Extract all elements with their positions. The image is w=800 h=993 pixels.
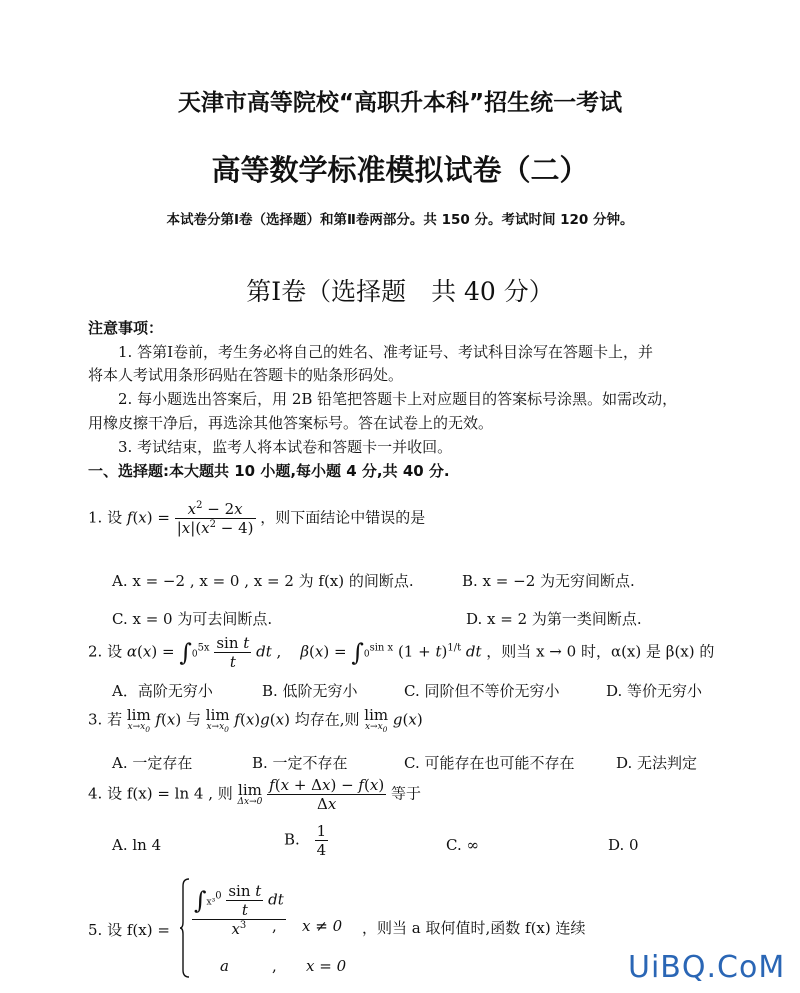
q4-option-c: C. ∞ (446, 836, 479, 854)
q5-prefix: 5. 设 f(x) = (88, 921, 170, 939)
q2-option-b: B. 低阶无穷小 (262, 682, 358, 700)
notice-2a: 2. 每小题选出答案后，用 2B 铅笔把答题卡上对应题目的答案标号涂黑。如需改动， (118, 390, 678, 408)
q4-fraction: $\frac{f(x + \Delta x) - f(x)}{\Delta x}$ (269, 776, 385, 813)
question-3: 3. 若 lim $x\to x_0$ f(x) 与 lim $x\to x_0$ f(x)g(x) 均存在,则 lim $x\to x_0$ g(x) (88, 706, 423, 734)
notice-1a: 1. 答第Ⅰ卷前，考生务必将自己的姓名、准考证号、考试科目涂写在答题卡上，并 (118, 343, 654, 361)
q1-prefix: 1. 设 (88, 508, 123, 527)
q2-fraction: $\frac{\text{sin t}}{t}$ (216, 634, 250, 671)
question-2: 2. 设 $\alpha(x) = \int 0^{5x}$ $\frac{\text{sin t}}{t}$ dt , $\beta(x) = \int 0^{sin x}$ $(1 + t)^{1/t}$ dt ，则当 x → 0 时，α(x) 是 β(x) 的 (88, 634, 715, 671)
part1-heading: 第Ⅰ卷（选择题 共 40 分） (246, 277, 554, 306)
q4-suffix: 等于 (390, 784, 421, 803)
notice-title: 注意事项： (88, 319, 164, 337)
q1-suffix: ，则下面结论中错误的是 (260, 508, 426, 527)
q5-case-2-val: a (220, 957, 229, 975)
q4-option-b-num: 1 (316, 822, 327, 840)
paper-note: 本试卷分第Ⅰ卷（选择题）和第Ⅱ卷两部分。共 150 分。考试时间 120 分钟。 (166, 212, 634, 228)
question-1: 1. 设 f(x) = $\frac{x^2 - 2x}{|x|(x^2 - 4)}$ ，则下面结论中错误的是 (88, 500, 426, 537)
q5-case-1-fraction: ∫x³$^0$ $\frac{\text{sin t}}{t}$ dt $x^3$ (194, 882, 284, 938)
exam-title: 天津市高等院校“高职升本科”招生统一考试 (177, 90, 623, 116)
q2-suffix: ，则当 x → 0 时，α(x) 是 β(x) 的 (486, 642, 715, 661)
notice-1b: 将本人考试用条形码贴在答题卡的贴条形码处。 (88, 366, 404, 384)
q4-option-d: D. 0 (608, 836, 639, 854)
q3-option-d: D. 无法判定 (616, 754, 698, 772)
q4-option-b-fraction (315, 822, 329, 859)
q3-mid1: 与 (186, 710, 202, 729)
q3-option-a: A. 一定存在 (112, 754, 193, 772)
notice-2b: 用橡皮擦干净后，再选涂其他答案标号。答在试卷上的无效。 (88, 414, 494, 432)
q5-comma-2: , (272, 957, 277, 975)
q3-option-b: B. 一定不存在 (252, 754, 348, 772)
q5-brace (180, 878, 190, 978)
q1-option-d: D. x = 2 为第一类间断点. (466, 610, 642, 628)
q2-option-a: A．高阶无穷小 (112, 682, 213, 700)
q3-prefix: 3. 若 (88, 710, 123, 729)
q4-option-b-label: B. (284, 830, 300, 849)
q5-comma-1: , (272, 917, 277, 935)
q1-fraction: $\frac{x^2 - 2x}{|x|(x^2 - 4)}$ (176, 500, 254, 537)
q5-case-1-cond: x ≠ 0 (302, 917, 343, 935)
q2-prefix: 2. 设 (88, 642, 123, 661)
q1-formula: f (126, 508, 133, 527)
section-title: 一、选择题:本大题共 10 小题,每小题 4 分,共 40 分. (88, 462, 450, 480)
q4-option-b (284, 822, 328, 859)
q5-suffix: ，则当 a 取何值时,函数 f(x) 连续 (362, 919, 586, 937)
question-4: 4. 设 f(x) = ln 4 , 则 lim Δx→0 $\frac{f(x + \Delta x) - f(x)}{\Delta x}$ 等于 (88, 776, 421, 813)
q4-prefix: 4. 设 f(x) = ln 4 , 则 (88, 784, 233, 803)
q3-option-c: C. 可能存在也可能不存在 (404, 754, 575, 772)
q1-option-b: B. x = −2 为无穷间断点. (462, 572, 635, 590)
q2-option-c: C. 同阶但不等价无穷小 (404, 682, 560, 700)
q5-case-2-cond: x = 0 (306, 957, 347, 975)
q4-option-a: A. ln 4 (112, 836, 162, 854)
site-watermark: UiBQ.CoM (628, 950, 786, 985)
q4-option-b-den: 4 (316, 841, 327, 859)
paper-title: 高等数学标准模拟试卷（二） (211, 153, 589, 187)
q3-mid2: 均存在,则 (294, 710, 360, 729)
q2-option-d: D. 等价无穷小 (606, 682, 703, 700)
q1-option-c: C. x = 0 为可去间断点. (112, 610, 273, 628)
notice-3: 3. 考试结束，监考人将本试卷和答题卡一并收回。 (118, 438, 453, 456)
q1-option-a: A. x = −2 , x = 0 , x = 2 为 f(x) 的间断点. (112, 572, 414, 590)
